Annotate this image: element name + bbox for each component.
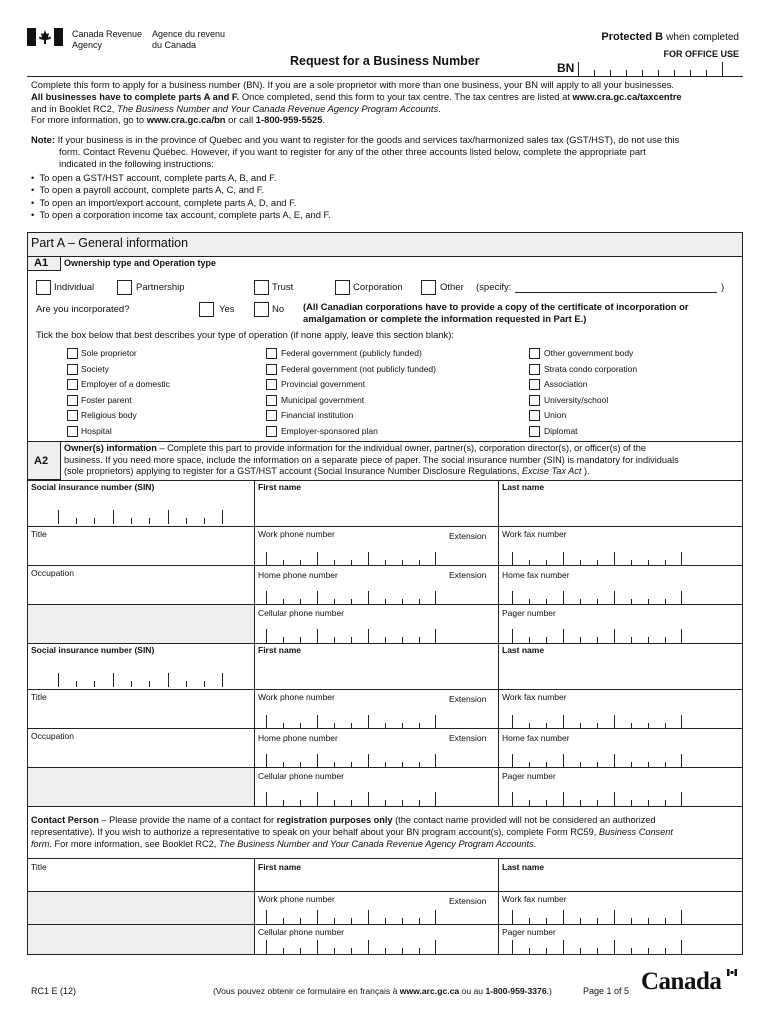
no-label: No bbox=[272, 304, 285, 315]
partnership-checkbox[interactable] bbox=[117, 280, 132, 295]
office-use-label: FOR OFFICE USE bbox=[663, 49, 739, 59]
home-phone-label: Home phone number bbox=[258, 733, 338, 743]
op-label: Association bbox=[544, 379, 588, 389]
trust-checkbox[interactable] bbox=[254, 280, 269, 295]
op-label: Employer of a domestic bbox=[81, 379, 170, 389]
work-phone-label: Work phone number bbox=[258, 692, 335, 702]
operation-instruction: Tick the box below that best describes your type of operation (if none apply, leave this section blank): bbox=[36, 329, 454, 340]
contact-work-phone-input[interactable] bbox=[266, 910, 436, 924]
op-checkbox[interactable] bbox=[529, 364, 540, 375]
op-checkbox[interactable] bbox=[67, 348, 78, 359]
occupation-label: Occupation bbox=[31, 568, 74, 578]
extension-label: Extension bbox=[449, 570, 487, 580]
note-text: Note: If your business is in the province of Quebec and you want to register for the goods and services tax/harmonized sales tax (GST/HST), do not use this form. Contact Revenu Québec. However, if you want to register for any of the other three accounts listed below, complete the appropriate part indicated in the following instructions: bbox=[31, 134, 680, 169]
canada-wordmark: Canada bbox=[641, 968, 722, 995]
a2-label: A2 bbox=[34, 455, 49, 467]
op-checkbox[interactable] bbox=[529, 348, 540, 359]
op-label: Union bbox=[544, 410, 567, 420]
list-item: • To open an import/export account, complete parts A, D, and F. bbox=[31, 196, 297, 208]
first-name-label: First name bbox=[258, 862, 301, 872]
work-fax-label: Work fax number bbox=[502, 692, 567, 702]
op-checkbox[interactable] bbox=[529, 426, 540, 437]
pager-label: Pager number bbox=[502, 771, 556, 781]
owner1-work-fax-input[interactable] bbox=[512, 552, 682, 566]
bn-field[interactable] bbox=[578, 62, 743, 76]
owner1-home-phone-input[interactable] bbox=[266, 591, 436, 605]
owner1-home-fax-input[interactable] bbox=[512, 591, 682, 605]
op-checkbox[interactable] bbox=[266, 348, 277, 359]
op-checkbox[interactable] bbox=[266, 379, 277, 390]
op-checkbox[interactable] bbox=[529, 395, 540, 406]
op-checkbox[interactable] bbox=[529, 410, 540, 421]
contact-title-cell[interactable] bbox=[27, 858, 255, 892]
agency-name-en: Canada Revenue Agency bbox=[72, 29, 143, 50]
occupation-label: Occupation bbox=[31, 731, 74, 741]
work-phone-label: Work phone number bbox=[258, 529, 335, 539]
title-label: Title bbox=[31, 529, 47, 539]
op-label: Diplomat bbox=[544, 426, 578, 436]
agency-name-fr: Agence du revenu du Canada bbox=[152, 29, 226, 50]
op-checkbox[interactable] bbox=[67, 395, 78, 406]
contact-blank-cell-2 bbox=[27, 924, 255, 955]
a1-title: Ownership type and Operation type bbox=[64, 258, 217, 268]
title-label: Title bbox=[31, 692, 47, 702]
op-label: Sole proprietor bbox=[81, 348, 137, 358]
list-item: • To open a GST/HST account, complete parts A, B, and F. bbox=[31, 172, 277, 183]
individual-label: Individual bbox=[54, 282, 95, 293]
op-checkbox[interactable] bbox=[67, 426, 78, 437]
instruction-bullets bbox=[31, 172, 331, 221]
owner2-blank-cell bbox=[27, 767, 255, 807]
owner2-work-fax-input[interactable] bbox=[512, 715, 682, 729]
extension-label: Extension bbox=[449, 694, 487, 704]
op-label: Provincial government bbox=[281, 379, 366, 389]
last-name-label: Last name bbox=[502, 482, 545, 492]
owner2-cell-phone-input[interactable] bbox=[266, 792, 436, 806]
contact-description: Contact Person – Please provide the name of a contact for registration purposes only (the contact name provided will not be considered an authorized representative). If you wish to authorize a representative to speak on your behalf about your BN program account(s), complete Form RC59, Business Consent form. For more information, see Booklet RC2, The Business Number and Your Canada Revenue Agency Program Accounts. bbox=[31, 815, 673, 849]
a1-label: A1 bbox=[34, 257, 49, 269]
first-name-label: First name bbox=[258, 645, 301, 655]
owner2-sin-input[interactable] bbox=[58, 673, 223, 687]
home-fax-label: Home fax number bbox=[502, 570, 570, 580]
pager-label: Pager number bbox=[502, 608, 556, 618]
first-name-label: First name bbox=[258, 482, 301, 492]
extension-label: Extension bbox=[449, 896, 487, 906]
individual-checkbox[interactable] bbox=[36, 280, 51, 295]
contact-work-fax-input[interactable] bbox=[512, 910, 682, 924]
op-label: Employer-sponsored plan bbox=[281, 426, 378, 436]
last-name-label: Last name bbox=[502, 862, 545, 872]
op-checkbox[interactable] bbox=[529, 379, 540, 390]
home-phone-label: Home phone number bbox=[258, 570, 338, 580]
sin-label: Social insurance number (SIN) bbox=[31, 482, 155, 492]
corporation-label: Corporation bbox=[353, 282, 403, 293]
op-label: Religious body bbox=[81, 410, 137, 420]
other-specify-input[interactable] bbox=[515, 292, 717, 293]
wordmark-flag-icon bbox=[727, 968, 737, 975]
work-fax-label: Work fax number bbox=[502, 894, 567, 904]
incorporated-yes-checkbox[interactable] bbox=[199, 302, 214, 317]
a2-description: Owner(s) information – Complete this part to provide information for the individual owner, partner(s), corporation director(s), or officer(s) of the business. If you need more space, include the information on a separate piece of paper. The social insurance number (SIN) is mandatory for individuals (sole proprietors) applying to register for a GST/HST account (Social Insurance Number Disclosure Regulations, Excise Tax Act ). bbox=[64, 443, 679, 477]
owner1-work-phone-input[interactable] bbox=[266, 552, 436, 566]
owner2-home-phone-input[interactable] bbox=[266, 754, 436, 768]
op-label: Federal government (publicly funded) bbox=[281, 348, 422, 358]
op-label: Hospital bbox=[81, 426, 112, 436]
owner1-title-cell[interactable] bbox=[27, 526, 255, 566]
home-fax-label: Home fax number bbox=[502, 733, 570, 743]
list-item: • To open a corporation income tax account, complete parts A, E, and F. bbox=[31, 208, 331, 220]
op-checkbox[interactable] bbox=[266, 426, 277, 437]
intro-text: Complete this form to apply for a business number (BN). If you are a sole proprietor with more than one business, your BN will apply to all your businesses. All businesses have to complete parts A and F. Once completed, send this form to your tax centre. The tax centres are listed at www.cra.gc.ca/taxcentre and in Booklet RC2, The Business Number and Your Canada Revenue Agency Program Accounts. For more information, go to www.cra.gc.ca/bn or call 1-800-959-5525. bbox=[31, 79, 682, 126]
trust-label: Trust bbox=[272, 282, 294, 293]
french-note: (Vous pouvez obtenir ce formulaire en français à www.arc.gc.ca ou au 1-800-959-3376.) bbox=[213, 986, 552, 996]
other-label: Other bbox=[440, 282, 464, 293]
op-label: Society bbox=[81, 364, 109, 374]
sin-label: Social insurance number (SIN) bbox=[31, 645, 155, 655]
op-label: University/school bbox=[544, 395, 609, 405]
cell-phone-label: Cellular phone number bbox=[258, 927, 344, 937]
specify-close: ) bbox=[721, 282, 725, 293]
op-label: Municipal government bbox=[281, 395, 365, 405]
work-fax-label: Work fax number bbox=[502, 529, 567, 539]
op-checkbox[interactable] bbox=[266, 364, 277, 375]
cell-phone-label: Cellular phone number bbox=[258, 608, 344, 618]
op-label: Federal government (not publicly funded) bbox=[281, 364, 436, 374]
canada-flag-icon bbox=[27, 28, 63, 46]
op-checkbox[interactable] bbox=[67, 364, 78, 375]
form-title: Request for a Business Number bbox=[290, 54, 480, 68]
title-label: Title bbox=[31, 862, 47, 872]
corporation-note: (All Canadian corporations have to provide a copy of the certificate of incorporation or amalgamation or complete the information requested in Part E.) bbox=[303, 301, 689, 324]
owner1-pager-input[interactable] bbox=[512, 629, 682, 643]
partnership-label: Partnership bbox=[136, 282, 185, 293]
incorporated-question: Are you incorporated? bbox=[36, 304, 130, 315]
op-checkbox[interactable] bbox=[67, 379, 78, 390]
contact-cell-phone-input[interactable] bbox=[266, 940, 436, 954]
other-checkbox[interactable] bbox=[421, 280, 436, 295]
owner1-sin-input[interactable] bbox=[58, 510, 223, 524]
yes-label: Yes bbox=[219, 304, 235, 315]
owner2-home-fax-input[interactable] bbox=[512, 754, 682, 768]
op-label: Other government body bbox=[544, 348, 634, 358]
contact-blank-cell-1 bbox=[27, 891, 255, 925]
owner2-work-phone-input[interactable] bbox=[266, 715, 436, 729]
page-number: Page 1 of 5 bbox=[583, 986, 630, 996]
extension-label: Extension bbox=[449, 531, 487, 541]
contact-pager-input[interactable] bbox=[512, 940, 682, 954]
work-phone-label: Work phone number bbox=[258, 894, 335, 904]
owner2-title-cell[interactable] bbox=[27, 689, 255, 729]
owner1-blank-cell bbox=[27, 604, 255, 644]
owner1-cell-phone-input[interactable] bbox=[266, 629, 436, 643]
owner2-pager-input[interactable] bbox=[512, 792, 682, 806]
op-checkbox[interactable] bbox=[266, 410, 277, 421]
bn-label: BN bbox=[557, 61, 575, 75]
extension-label: Extension bbox=[449, 733, 487, 743]
op-checkbox[interactable] bbox=[67, 410, 78, 421]
cell-phone-label: Cellular phone number bbox=[258, 771, 344, 781]
specify-label: (specify: bbox=[476, 282, 512, 293]
op-checkbox[interactable] bbox=[266, 395, 277, 406]
part-a-title: Part A – General information bbox=[31, 236, 189, 250]
corporation-checkbox[interactable] bbox=[335, 280, 350, 295]
op-label: Financial institution bbox=[281, 410, 354, 420]
op-label: Strata condo corporation bbox=[544, 364, 638, 374]
form-id: RC1 E (12) bbox=[31, 986, 77, 996]
last-name-label: Last name bbox=[502, 645, 545, 655]
incorporated-no-checkbox[interactable] bbox=[254, 302, 269, 317]
op-label: Foster parent bbox=[81, 395, 132, 405]
protected-label: Protected B when completed bbox=[601, 31, 739, 43]
list-item: • To open a payroll account, complete parts A, C, and F. bbox=[31, 184, 265, 196]
pager-label: Pager number bbox=[502, 927, 556, 937]
